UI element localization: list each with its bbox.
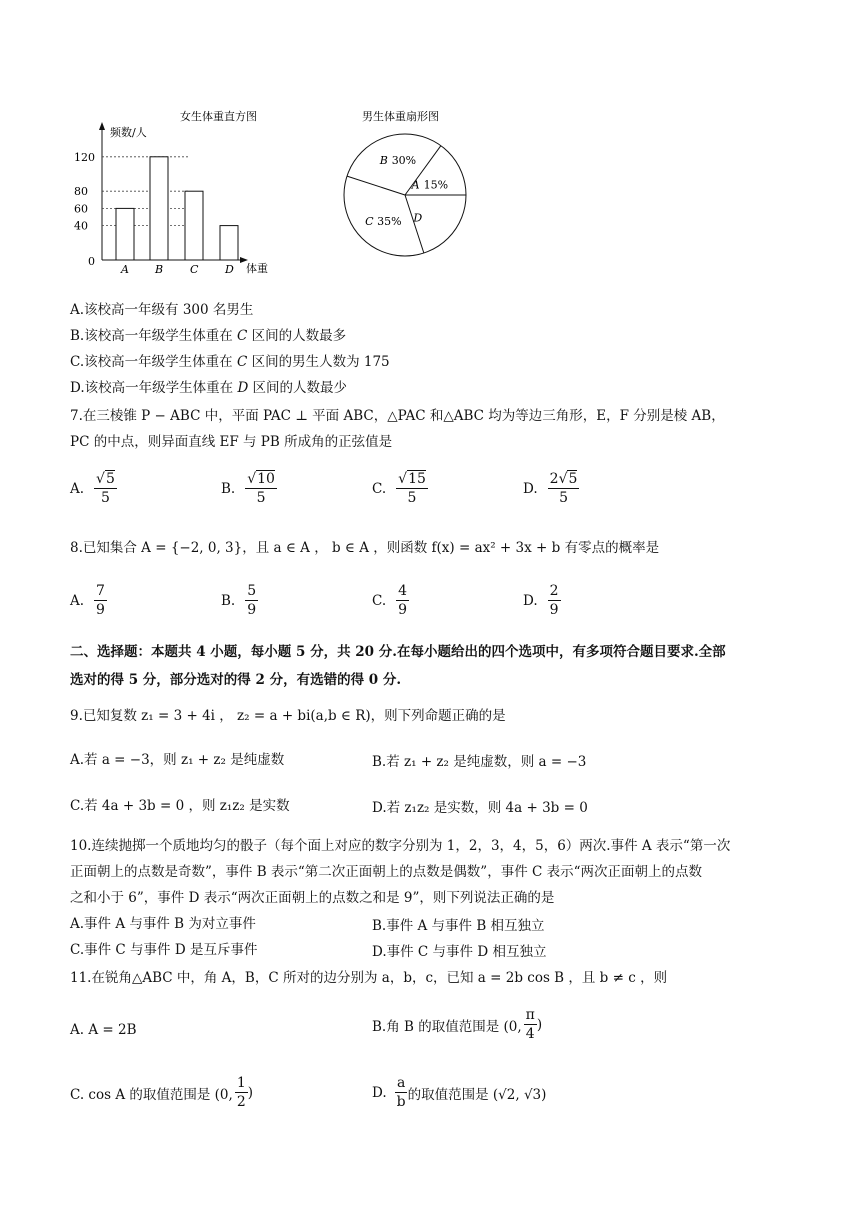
q9-option-b: B.若 z₁ + z₂ 是纯虚数，则 a = −3	[372, 754, 587, 770]
histogram-y-arrow	[99, 122, 105, 130]
section2-heading-line2: 选对的得 5 分，部分选对的得 2 分，有选错的得 0 分.	[70, 672, 402, 688]
q9-option-d: D.若 z₁z₂ 是实数，则 4a + 3b = 0	[372, 800, 588, 816]
q6-option-d-pre: D.该校高一年级学生体重在	[70, 380, 238, 396]
q11-option-b-num: π	[525, 1007, 535, 1023]
histogram-x-tick-label: A	[121, 263, 129, 276]
q8-option-label: D.	[523, 592, 538, 609]
q6-option-b-post: 区间的人数最多	[247, 328, 347, 344]
q8-option-numerator: 7	[96, 583, 105, 599]
pie-slice-label: B	[379, 154, 388, 168]
q8-option	[372, 582, 409, 619]
histogram-x-tick-label: C	[190, 263, 199, 276]
q11-option-c-post: )	[247, 1084, 254, 1101]
histogram	[74, 109, 268, 276]
q7-line1: 7.在三棱锥 P − ABC 中，平面 PAC ⊥ 平面 ABC，△PAC 和△ABC 均为等边三角形，E，F 分别是棱 AB，	[70, 408, 725, 424]
q11-option-c-den: 2	[236, 1094, 246, 1110]
q8-option-label: B.	[221, 592, 236, 609]
q7-option-numerator: 2√5	[549, 471, 578, 487]
q6-option-d-var: D	[237, 380, 249, 396]
q7-option-fraction	[245, 470, 277, 507]
q7-line2: PC 的中点，则异面直线 EF 与 PB 所成角的正弦值是	[70, 434, 393, 450]
q11-option-b	[372, 1006, 542, 1043]
pie-slice-label: C	[365, 214, 374, 228]
q10-line1: 10.连续抛掷一个质地均匀的骰子（每个面上对应的数字分别为 1，2，3，4，5，6）两次.事件 A 表示“第一次	[70, 838, 731, 854]
q10-line3: 之和小于 6”，事件 D 表示“两次正面朝上的点数之和是 9”，则下列说法正确的是	[70, 890, 555, 906]
q11-option-b-fraction	[524, 1006, 537, 1043]
q8-option-numerator: 2	[549, 583, 559, 599]
histogram-y-tick-label: 40	[74, 219, 88, 233]
histogram-x-tick-label: B	[155, 263, 164, 276]
q8-option	[221, 582, 258, 619]
q8-option-denominator: 9	[398, 602, 408, 618]
pie-slice-percent: 35%	[377, 214, 402, 228]
q7-option-numerator: √5	[96, 471, 115, 487]
q7-option-label: B.	[221, 480, 236, 497]
pie-slice-percent: 15%	[423, 178, 449, 192]
q11-option-d-post: 的取值范围是 (√2, √3)	[407, 1086, 547, 1103]
q10-option-b: B.事件 A 与事件 B 相互独立	[372, 918, 545, 934]
q7-option-fraction	[396, 470, 428, 507]
q8-option-label: C.	[372, 592, 387, 609]
q10-option-a: A.事件 A 与事件 B 为对立事件	[70, 916, 256, 932]
q7-option-denominator: 5	[407, 490, 417, 506]
q7-option	[523, 470, 579, 507]
pie-chart	[344, 109, 466, 256]
q7-option-label: A.	[70, 480, 85, 497]
q7-option-denominator: 5	[256, 490, 266, 506]
q9-question: 9.已知复数 z₁ = 3 + 4i ， z₂ = a + bi(a,b ∈ R)，则下列命题正确的是	[70, 708, 506, 724]
q9-option-c: C.若 4a + 3b = 0 ，则 z₁z₂ 是实数	[70, 798, 290, 814]
q8-option-numerator: 4	[398, 583, 408, 599]
histogram-bar	[150, 157, 168, 260]
q6-option-b	[70, 326, 346, 346]
q7-option-denominator: 5	[101, 490, 110, 506]
q8-option-fraction	[94, 582, 107, 619]
q7-option-label: C.	[372, 480, 387, 497]
q11-option-c	[70, 1074, 253, 1111]
q11-option-c-pre: C. cos A 的取值范围是 (0,	[70, 1086, 233, 1103]
histogram-bar	[220, 226, 238, 260]
charts-figure	[60, 100, 480, 290]
pie-slice-label: D	[413, 211, 423, 225]
q11-option-d-den: b	[396, 1094, 406, 1110]
q8-option-label: A.	[70, 592, 85, 609]
q8-option	[70, 582, 107, 619]
pie-slice-label: A	[411, 178, 420, 192]
histogram-y-tick-label: 60	[74, 202, 88, 216]
q6-option-c	[70, 352, 390, 372]
q11-question: 11.在锐角△ABC 中，角 A，B，C 所对的边分别为 a，b，c，已知 a = 2b cos B ，且 b ≠ c ，则	[70, 970, 668, 986]
q11-option-b-den: 4	[525, 1026, 535, 1042]
q6-option-d	[70, 378, 347, 398]
pie-slice-percent: 30%	[391, 154, 417, 168]
q8-option-denominator: 9	[549, 602, 559, 618]
q7-option-label: D.	[523, 480, 538, 497]
histogram-y-tick-label: 80	[74, 185, 88, 199]
q8-option-denominator: 9	[247, 602, 257, 618]
section2-heading-line1: 二、选择题：本题共 4 小题，每小题 5 分，共 20 分.在每小题给出的四个选项中，有多项符合题目要求.全部	[70, 644, 726, 660]
q10-option-d: D.事件 C 与事件 D 相互独立	[372, 944, 547, 960]
q6-option-c-post: 区间的男生人数为 175	[247, 354, 390, 370]
q11-option-d	[372, 1074, 546, 1111]
histogram-xlabel: 体重	[246, 262, 268, 275]
q8-option-fraction	[548, 582, 561, 619]
q8-question: 8.已知集合 A = {−2, 0, 3}，且 a ∈ A ， b ∈ A ，则函数 f(x) = ax² + 3x + b 有零点的概率是	[70, 540, 660, 556]
q11-option-d-fraction	[395, 1074, 408, 1111]
q10-line2: 正面朝上的点数是奇数”，事件 B 表示“第二次正面朝上的点数是偶数”，事件 C 表示“两次正面朝上的点数	[70, 864, 703, 880]
q8-option-fraction	[245, 582, 258, 619]
histogram-title: 女生体重直方图	[180, 110, 257, 123]
q7-option-fraction	[548, 470, 580, 507]
q6-option-b-var: C	[237, 328, 248, 344]
q7-option-numerator: √15	[398, 471, 426, 487]
q8-option	[523, 582, 561, 619]
histogram-bar	[185, 191, 203, 260]
q11-option-d-num: a	[396, 1075, 406, 1091]
q10-option-c: C.事件 C 与事件 D 是互斥事件	[70, 942, 258, 958]
q6-option-d-post: 区间的人数最少	[248, 380, 348, 396]
q11-option-d-label: D.	[372, 1084, 387, 1101]
q7-option	[221, 470, 277, 507]
q11-option-a: A. A = 2B	[70, 1022, 137, 1038]
q7-option-denominator: 5	[559, 490, 568, 506]
q7-option-fraction	[94, 470, 117, 507]
histogram-origin-label: 0	[88, 255, 95, 268]
q8-option-numerator: 5	[247, 583, 257, 599]
q9-option-a: A.若 a = −3，则 z₁ + z₂ 是纯虚数	[70, 752, 285, 768]
q7-option	[70, 470, 117, 507]
q6-option-c-pre: C.该校高一年级学生体重在	[70, 354, 237, 370]
q6-option-a: A.该校高一年级有 300 名男生	[70, 302, 254, 318]
q6-option-b-pre: B.该校高一年级学生体重在	[70, 328, 238, 344]
histogram-y-tick-label: 120	[74, 150, 95, 164]
q6-option-c-var: C	[236, 354, 248, 370]
histogram-x-tick-label: D	[225, 263, 234, 276]
q11-option-b-post: )	[536, 1016, 543, 1033]
q8-option-denominator: 9	[96, 602, 105, 618]
pie-title: 男生体重扇形图	[362, 110, 439, 123]
histogram-ylabel: 频数/人	[110, 126, 147, 139]
q11-option-c-fraction	[235, 1074, 248, 1111]
q7-option	[372, 470, 428, 507]
q11-option-c-num: 1	[236, 1075, 246, 1091]
q7-option-numerator: √10	[247, 471, 275, 487]
q8-option-fraction	[396, 582, 409, 619]
histogram-bar	[116, 208, 134, 260]
q11-option-b-pre: B.角 B 的取值范围是 (0,	[372, 1018, 522, 1035]
